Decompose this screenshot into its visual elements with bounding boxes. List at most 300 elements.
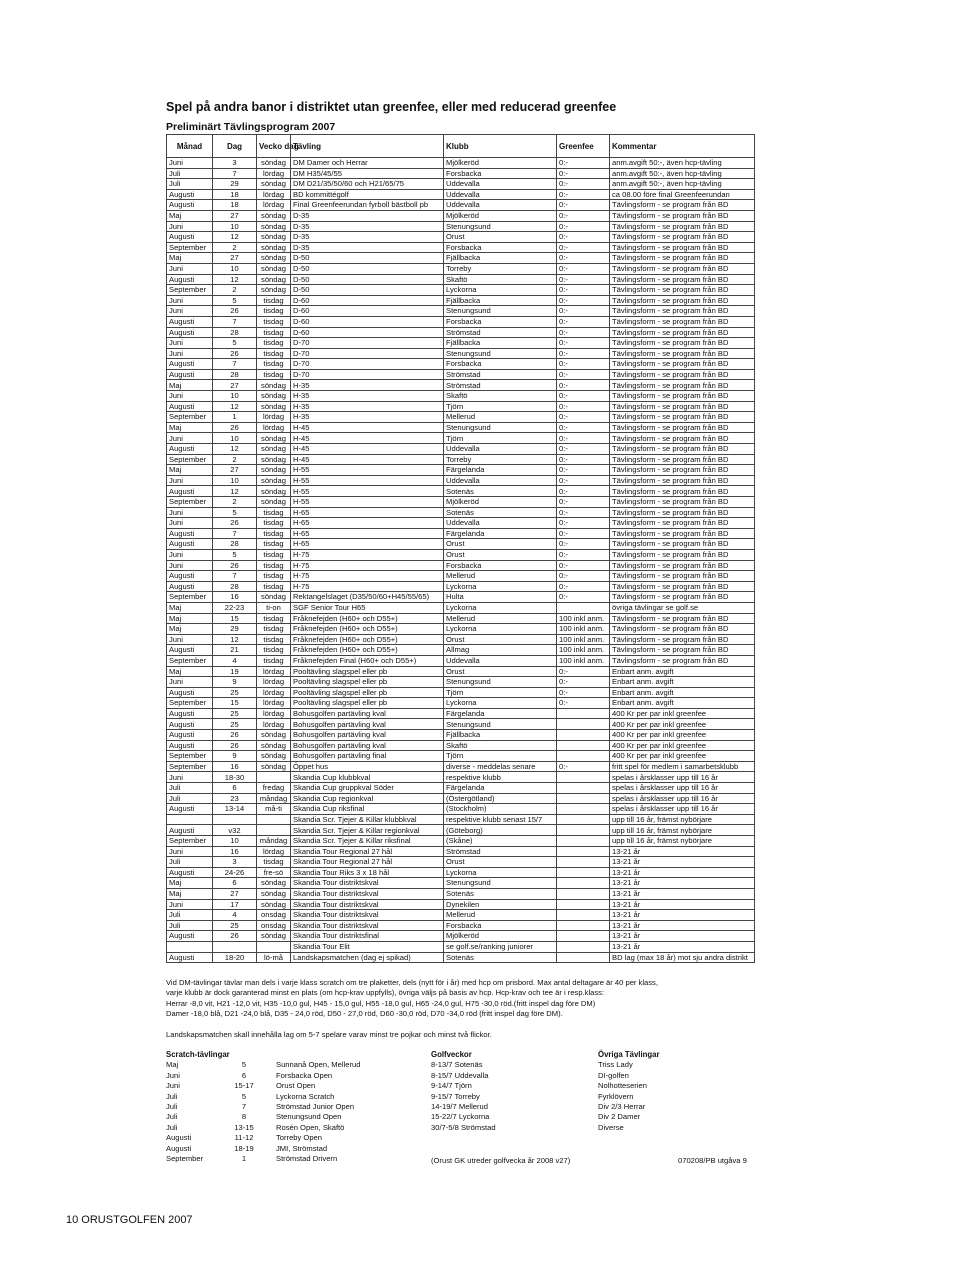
greenfee-cell <box>557 941 610 952</box>
comment-cell: upp till 16 år, främst nybörjare <box>610 836 755 847</box>
weekday-cell <box>257 941 291 952</box>
club-cell: Stenungsund <box>444 306 557 317</box>
competition-cell: Fråknefejden (H60+ och D55+) <box>291 624 444 635</box>
day-cell: 27 <box>213 380 257 391</box>
greenfee-cell: 0:- <box>557 486 610 497</box>
greenfee-cell: 0:- <box>557 412 610 423</box>
other-competition-item: DI-golfen <box>598 1070 629 1080</box>
comment-cell: 13-21 år <box>610 920 755 931</box>
table-row <box>167 719 755 730</box>
competition-cell: D-60 <box>291 295 444 306</box>
competition-cell: D-70 <box>291 338 444 349</box>
day-cell: 24-26 <box>213 867 257 878</box>
weekday-cell: tisdag <box>257 645 291 656</box>
greenfee-cell <box>557 783 610 794</box>
club-cell: Mjölkeröd <box>444 497 557 508</box>
table-row <box>167 836 755 847</box>
day-cell: 10 <box>213 263 257 274</box>
month-cell: Augusti <box>167 719 213 730</box>
month-cell: Augusti <box>167 952 213 963</box>
table-row <box>167 454 755 465</box>
competition-cell: D-60 <box>291 306 444 317</box>
greenfee-cell: 100 inkl anm. <box>557 624 610 635</box>
footer-header-row <box>166 1050 766 1060</box>
competition-cell: Skandia Tour Regional 27 hål <box>291 846 444 857</box>
club-cell: Strömstad <box>444 380 557 391</box>
table-row <box>167 740 755 751</box>
table-row <box>167 857 755 868</box>
competition-cell: H-35 <box>291 401 444 412</box>
day-cell: 5 <box>213 507 257 518</box>
footer-body <box>166 1060 766 1164</box>
greenfee-cell: 0:- <box>557 316 610 327</box>
table-row <box>167 910 755 921</box>
month-cell: Maj <box>167 253 213 264</box>
club-cell: (Skåne) <box>444 836 557 847</box>
greenfee-cell: 0:- <box>557 539 610 550</box>
comment-cell: 13-21 år <box>610 899 755 910</box>
competition-cell: H-45 <box>291 444 444 455</box>
competition-cell: H-75 <box>291 571 444 582</box>
other-competition-item: Div 2 Damer <box>598 1112 641 1122</box>
month-cell: Augusti <box>167 444 213 455</box>
club-cell: Tjörn <box>444 401 557 412</box>
greenfee-cell <box>557 602 610 613</box>
header-month: Månad <box>167 135 213 158</box>
table-row <box>167 708 755 719</box>
table-row <box>167 422 755 433</box>
golfweek-item <box>431 1133 598 1143</box>
table-row <box>167 391 755 402</box>
notes-line: Damer -18,0 blå, D21 -24,0 blå, D35 - 24,0 röd, D50 - 27,0 röd, D60 -30,0 röd, D70 -34,0 röd (fritt inspel dag före DM). <box>166 1009 563 1019</box>
footer-lists <box>166 1050 766 1164</box>
competition-cell: BD kommittégolf <box>291 189 444 200</box>
greenfee-cell: 0:- <box>557 433 610 444</box>
greenfee-cell: 0:- <box>557 232 610 243</box>
comment-cell: Tävlingsform - se program från BD <box>610 348 755 359</box>
day-cell: 29 <box>213 179 257 190</box>
month-cell: Maj <box>167 380 213 391</box>
list-item <box>166 1060 766 1070</box>
competition-cell: H-35 <box>291 380 444 391</box>
day-cell: 6 <box>213 878 257 889</box>
greenfee-cell <box>557 899 610 910</box>
competition-cell: Skandia Scr. Tjejer & Killar klubbkval <box>291 814 444 825</box>
scratch-month: Juli <box>166 1112 178 1122</box>
greenfee-cell: 0:- <box>557 475 610 486</box>
table-row <box>167 348 755 359</box>
competition-cell: H-65 <box>291 518 444 529</box>
greenfee-cell <box>557 793 610 804</box>
day-cell: 23 <box>213 793 257 804</box>
club-cell: Tjörn <box>444 687 557 698</box>
scratch-day: 5 <box>241 1060 247 1070</box>
table-row <box>167 592 755 603</box>
weekday-cell <box>257 825 291 836</box>
scratch-day: 15-17 <box>234 1081 254 1091</box>
scratch-month: Juli <box>166 1102 178 1112</box>
club-cell: (Östergötland) <box>444 793 557 804</box>
schedule-table <box>166 134 755 963</box>
day-cell: 7 <box>213 316 257 327</box>
comment-cell: Tävlingsform - se program från BD <box>610 539 755 550</box>
day-cell: 2 <box>213 242 257 253</box>
golfweek-item: 8-15/7 Uddevalla <box>431 1070 489 1080</box>
month-cell: Maj <box>167 666 213 677</box>
weekday-cell: söndag <box>257 931 291 942</box>
weekday-cell: tisdag <box>257 571 291 582</box>
comment-cell: Tävlingsform - se program från BD <box>610 518 755 529</box>
competition-cell: Skandia Cup regionkval <box>291 793 444 804</box>
day-cell: 26 <box>213 560 257 571</box>
month-cell: Augusti <box>167 232 213 243</box>
table-row <box>167 518 755 529</box>
table-row <box>167 602 755 613</box>
club-cell: Fjällbacka <box>444 253 557 264</box>
greenfee-cell <box>557 867 610 878</box>
competition-cell: D-70 <box>291 348 444 359</box>
greenfee-cell: 0:- <box>557 761 610 772</box>
comment-cell: Tävlingsform - se program från BD <box>610 210 755 221</box>
day-cell: 28 <box>213 581 257 592</box>
month-cell: Juni <box>167 221 213 232</box>
club-cell: respektive klubb senast 15/7 <box>444 814 557 825</box>
competition-cell: Fråknefejden Final (H60+ och D55+) <box>291 655 444 666</box>
day-cell: 15 <box>213 698 257 709</box>
weekday-cell: må-ti <box>257 804 291 815</box>
greenfee-cell: 0:- <box>557 348 610 359</box>
club-cell: se golf.se/ranking juniorer <box>444 941 557 952</box>
month-cell: Juli <box>167 857 213 868</box>
month-cell: September <box>167 761 213 772</box>
schedule-body <box>167 158 755 963</box>
weekday-cell: söndag <box>257 740 291 751</box>
weekday-cell: söndag <box>257 210 291 221</box>
club-cell: Lyckorna <box>444 581 557 592</box>
weekday-cell: lördag <box>257 189 291 200</box>
table-row <box>167 232 755 243</box>
club-cell: Sotenäs <box>444 486 557 497</box>
day-cell: 7 <box>213 571 257 582</box>
competition-cell: Skandia Cup riksfinal <box>291 804 444 815</box>
scratch-day: 8 <box>241 1112 247 1122</box>
golfweek-item: 14-19/7 Mellerud <box>431 1102 488 1112</box>
day-cell: 12 <box>213 444 257 455</box>
club-cell: Lyckorna <box>444 602 557 613</box>
table-row <box>167 655 755 666</box>
comment-cell: 13-21 år <box>610 888 755 899</box>
club-cell: Uddevalla <box>444 475 557 486</box>
weekday-cell <box>257 772 291 783</box>
header-competition: Tävling <box>291 135 444 158</box>
club-cell: Lyckorna <box>444 698 557 709</box>
weekday-cell: söndag <box>257 751 291 762</box>
competition-cell: Fråknefejden (H60+ och D55+) <box>291 613 444 624</box>
table-row <box>167 263 755 274</box>
weekday-cell: tisdag <box>257 560 291 571</box>
table-row <box>167 528 755 539</box>
competition-cell: Öppet hus <box>291 761 444 772</box>
weekday-cell: tisdag <box>257 507 291 518</box>
competition-cell: Skandia Tour Regional 27 hål <box>291 857 444 868</box>
day-cell: 9 <box>213 677 257 688</box>
scratch-day: 18-19 <box>234 1143 254 1153</box>
day-cell: 16 <box>213 592 257 603</box>
weekday-cell: söndag <box>257 232 291 243</box>
greenfee-cell: 0:- <box>557 338 610 349</box>
weekday-cell: söndag <box>257 486 291 497</box>
weekday-cell: söndag <box>257 391 291 402</box>
club-cell: Tjörn <box>444 433 557 444</box>
greenfee-cell: 0:- <box>557 528 610 539</box>
day-cell: 18 <box>213 189 257 200</box>
club-cell: Hulta <box>444 592 557 603</box>
comment-cell: Tävlingsform - se program från BD <box>610 316 755 327</box>
club-cell: Uddevalla <box>444 518 557 529</box>
table-row <box>167 369 755 380</box>
month-cell: Juli <box>167 920 213 931</box>
table-row <box>167 401 755 412</box>
golfweek-item: 9-15/7 Torreby <box>431 1091 480 1101</box>
competition-cell: D-70 <box>291 359 444 370</box>
weekday-cell: tisdag <box>257 549 291 560</box>
greenfee-cell <box>557 888 610 899</box>
weekday-cell: söndag <box>257 475 291 486</box>
weekday-cell: lördag <box>257 846 291 857</box>
header-club: Klubb <box>444 135 557 158</box>
scratch-name: Torreby Open <box>276 1133 323 1143</box>
competition-cell: Pooltävling slagspel eller pb <box>291 687 444 698</box>
weekday-cell: söndag <box>257 454 291 465</box>
weekday-cell: måndag <box>257 836 291 847</box>
table-row <box>167 666 755 677</box>
club-cell: Orust <box>444 666 557 677</box>
comment-cell: spelas i årsklasser upp till 16 år <box>610 804 755 815</box>
table-row <box>167 761 755 772</box>
competition-cell: Pooltävling slagspel eller pb <box>291 677 444 688</box>
scratch-header: Scratch-tävlingar <box>166 1050 230 1059</box>
club-cell: Forsbacka <box>444 560 557 571</box>
weekday-cell: lördag <box>257 168 291 179</box>
weekday-cell: onsdag <box>257 910 291 921</box>
month-cell <box>167 814 213 825</box>
month-cell: Augusti <box>167 867 213 878</box>
competition-cell: Skandia Tour distriktskval <box>291 888 444 899</box>
day-cell: 26 <box>213 306 257 317</box>
club-cell: Stenungsund <box>444 221 557 232</box>
month-cell: Maj <box>167 888 213 899</box>
greenfee-cell: 0:- <box>557 666 610 677</box>
day-cell: 28 <box>213 539 257 550</box>
table-row <box>167 486 755 497</box>
greenfee-cell <box>557 952 610 963</box>
greenfee-cell: 0:- <box>557 189 610 200</box>
club-cell: Skaftö <box>444 391 557 402</box>
weekday-cell: tisdag <box>257 624 291 635</box>
comment-cell: upp till 16 år, främst nybörjare <box>610 814 755 825</box>
greenfee-cell <box>557 846 610 857</box>
greenfee-cell: 0:- <box>557 401 610 412</box>
weekday-cell: lördag <box>257 677 291 688</box>
weekday-cell: söndag <box>257 274 291 285</box>
comment-cell: Tävlingsform - se program från BD <box>610 465 755 476</box>
scratch-day: 11-12 <box>234 1133 254 1143</box>
comment-cell: 13-21 år <box>610 878 755 889</box>
greenfee-cell <box>557 920 610 931</box>
comment-cell: Tävlingsform - se program från BD <box>610 422 755 433</box>
day-cell: 16 <box>213 761 257 772</box>
competition-cell: Final Greenfeerundan fyrboll bästboll pb <box>291 200 444 211</box>
comment-cell: Tävlingsform - se program från BD <box>610 497 755 508</box>
other-competition-item: Fyrklövern <box>598 1091 634 1101</box>
month-cell: September <box>167 698 213 709</box>
competition-cell: Fråknefejden (H60+ och D55+) <box>291 634 444 645</box>
comment-cell: Tävlingsform - se program från BD <box>610 369 755 380</box>
list-item <box>166 1092 766 1102</box>
greenfee-cell <box>557 931 610 942</box>
scratch-name: Strömstad Junior Open <box>276 1102 355 1112</box>
competition-cell: Rektangelslaget (D35/50/60+H45/55/65) <box>291 592 444 603</box>
scratch-name: Strömstad Drivern <box>276 1154 338 1164</box>
month-cell: Juni <box>167 348 213 359</box>
club-cell: Lyckorna <box>444 624 557 635</box>
competition-cell: Landskapsmatchen (dag ej spikad) <box>291 952 444 963</box>
club-cell: Sotenäs <box>444 952 557 963</box>
table-row <box>167 613 755 624</box>
comment-cell: Tävlingsform - se program från BD <box>610 645 755 656</box>
comment-cell: upp till 16 år, främst nybörjare <box>610 825 755 836</box>
table-row <box>167 200 755 211</box>
comment-cell: anm.avgift 50:-, även hcp-tävling <box>610 168 755 179</box>
club-cell: Stenungsund <box>444 677 557 688</box>
comment-cell: Tävlingsform - se program från BD <box>610 338 755 349</box>
table-row <box>167 825 755 836</box>
competition-cell: D-35 <box>291 210 444 221</box>
day-cell: 26 <box>213 348 257 359</box>
table-row <box>167 899 755 910</box>
competition-cell: D-70 <box>291 369 444 380</box>
month-cell: September <box>167 285 213 296</box>
club-cell: Stenungsund <box>444 878 557 889</box>
day-cell: 18 <box>213 200 257 211</box>
competition-cell: SGF Senior Tour H65 <box>291 602 444 613</box>
month-cell: Juni <box>167 899 213 910</box>
club-cell: Forsbacka <box>444 316 557 327</box>
comment-cell: Enbart anm. avgift <box>610 677 755 688</box>
golfweek-item <box>431 1144 598 1154</box>
table-header-row <box>167 135 755 158</box>
scratch-month: Maj <box>166 1060 179 1070</box>
comment-cell: övriga tävlingar se golf.se <box>610 602 755 613</box>
month-cell: Juni <box>167 306 213 317</box>
day-cell: 10 <box>213 836 257 847</box>
day-cell: 21 <box>213 645 257 656</box>
club-cell: respektive klubb <box>444 772 557 783</box>
weekday-cell: söndag <box>257 242 291 253</box>
weekday-cell: söndag <box>257 761 291 772</box>
table-row <box>167 316 755 327</box>
table-row <box>167 804 755 815</box>
greenfee-cell <box>557 751 610 762</box>
day-cell: 12 <box>213 634 257 645</box>
page-footer: 10 ORUSTGOLFEN 2007 <box>66 1214 193 1226</box>
comment-cell: Tävlingsform - se program från BD <box>610 507 755 518</box>
month-cell: Augusti <box>167 931 213 942</box>
table-row <box>167 475 755 486</box>
day-cell: 25 <box>213 708 257 719</box>
scratch-day: 1 <box>241 1154 247 1164</box>
comment-cell: anm.avgift 50:-, även hcp-tävling <box>610 158 755 169</box>
competition-cell: H-65 <box>291 528 444 539</box>
day-cell: 27 <box>213 253 257 264</box>
competition-cell: Skandia Tour distriktskval <box>291 878 444 889</box>
table-row <box>167 539 755 550</box>
month-cell: Juni <box>167 433 213 444</box>
comment-cell: 13-21 år <box>610 910 755 921</box>
club-cell: (Göteborg) <box>444 825 557 836</box>
comment-cell: BD lag (max 18 år) mot sju andra distrikt <box>610 952 755 963</box>
comment-cell: 13-21 år <box>610 846 755 857</box>
month-cell: Augusti <box>167 708 213 719</box>
day-cell: 10 <box>213 475 257 486</box>
greenfee-cell <box>557 814 610 825</box>
comment-cell: Tävlingsform - se program från BD <box>610 433 755 444</box>
greenfee-cell <box>557 857 610 868</box>
table-row <box>167 698 755 709</box>
comment-cell: Tävlingsform - se program från BD <box>610 401 755 412</box>
comment-cell: Tävlingsform - se program från BD <box>610 444 755 455</box>
scratch-month: Juli <box>166 1122 178 1132</box>
day-cell: 27 <box>213 888 257 899</box>
month-cell: Augusti <box>167 571 213 582</box>
day-cell: 19 <box>213 666 257 677</box>
scratch-name: Orust Open <box>276 1081 316 1091</box>
month-cell: Juni <box>167 772 213 783</box>
table-row <box>167 444 755 455</box>
day-cell: 25 <box>213 920 257 931</box>
month-cell: Augusti <box>167 359 213 370</box>
club-cell: Allmag <box>444 645 557 656</box>
club-cell: Färgelanda <box>444 708 557 719</box>
greenfee-cell: 0:- <box>557 571 610 582</box>
golfweek-note: (Orust GK utreder golfvecka år 2008 v27) <box>431 1156 571 1165</box>
day-cell: 10 <box>213 391 257 402</box>
competition-cell: H-45 <box>291 433 444 444</box>
comment-cell: Tävlingsform - se program från BD <box>610 549 755 560</box>
table-row <box>167 560 755 571</box>
month-cell: Maj <box>167 613 213 624</box>
greenfee-cell: 0:- <box>557 369 610 380</box>
weekday-cell: tisdag <box>257 857 291 868</box>
comment-cell: Tävlingsform - se program från BD <box>610 263 755 274</box>
competition-cell: D-50 <box>291 263 444 274</box>
month-cell: Augusti <box>167 539 213 550</box>
day-cell: 26 <box>213 730 257 741</box>
greenfee-cell: 0:- <box>557 200 610 211</box>
month-cell: Augusti <box>167 200 213 211</box>
comment-cell: Tävlingsform - se program från BD <box>610 327 755 338</box>
greenfee-cell: 0:- <box>557 295 610 306</box>
club-cell: Skaftö <box>444 740 557 751</box>
other-competition-item: Triss Lady <box>598 1060 633 1070</box>
competition-cell: Pooltävling slagspel eller pb <box>291 666 444 677</box>
comment-cell: Enbart anm. avgift <box>610 666 755 677</box>
notes-line: Vid DM-tävlingar tävlar man dels i varje klass scratch om tre plaketter, dels (nytt för i år) med hcp om prisbord. Max antal deltagare är 40 per klass, <box>166 978 658 987</box>
table-row <box>167 931 755 942</box>
comment-cell: Tävlingsform - se program från BD <box>610 475 755 486</box>
other-header: Övriga Tävlingar <box>598 1050 660 1059</box>
scratch-day: 5 <box>241 1091 247 1101</box>
